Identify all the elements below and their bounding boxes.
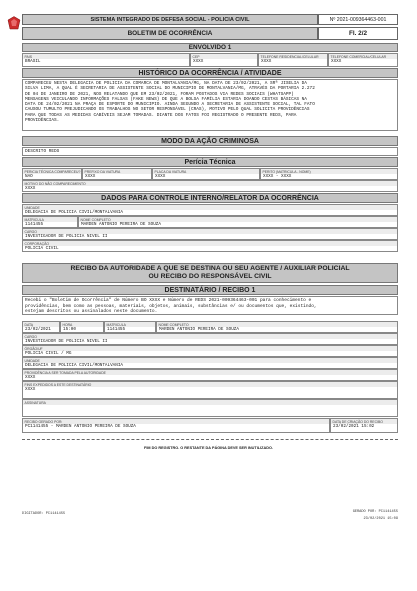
recibo-providencia-value: XXXX — [25, 375, 36, 380]
recibo-hora-label: HORA — [61, 322, 103, 327]
relator-cargo-field — [22, 228, 398, 240]
footer-gerado-por: GERADO POR: PC1141455 — [352, 510, 398, 514]
tel-comercial-value: XXXX — [331, 59, 342, 64]
recibo-assinatura-label: ASSINATURA — [23, 400, 397, 405]
recibo-nome-value: MARDEN ANTONIO PEREIRA DE SOUZA — [159, 327, 239, 332]
recibo-data-field — [22, 321, 60, 333]
recibo-orgao-label: ÓRGÃO/UF — [23, 346, 397, 351]
recibo-line: estejam descritos ou assinalados neste documento. — [25, 309, 158, 315]
page-indicator: Fl. 2/2 — [318, 27, 398, 40]
relator-cargo-value: INVESTIGADOR DE POLICIA NIVEL II — [25, 234, 108, 239]
recibo-providencia-label: PROVIDÊNCIA A SER TOMADA PELA AUTORIDADE — [23, 370, 397, 375]
pericia-bar: Perícia Técnica — [22, 157, 398, 167]
historico-line: CAUSOU TUMULTO PREJUDICANDO OS TRABALHOS NO SETOR RESPONSÁVEL (CRAS), MOTIVO PELO QUAL SOLICITA PROVIDÊNCIAS — [25, 107, 310, 113]
historico-text — [22, 79, 398, 131]
recibo-unidade-value: DELEGACIA DE POLICIA CIVIL/MONTALVANIA — [25, 363, 123, 368]
recibo-gerado-value: PC1141455 - MARDEN ANTONIO PEREIRA DE SOUZA — [25, 424, 136, 429]
tel-residencial-value: XXXX — [261, 59, 272, 64]
recibo-data-geracao-label: DATA DE CRIAÇÃO DO RECIBO — [331, 419, 397, 424]
prefixo-viatura-label: PREFIXO DA VIATURA — [83, 169, 151, 174]
document-number: Nº 2021-009364463-001 — [318, 14, 398, 25]
recibo-nome-field — [156, 321, 398, 333]
recibo-cargo-label: CARGO — [23, 334, 397, 339]
placa-viatura-field — [152, 168, 260, 180]
recibo-orgao-value: POLICIA CIVIL / MG — [25, 351, 72, 356]
recibo-data-geracao-value: 23/02/2021 15:02 — [333, 424, 375, 429]
placa-viatura-label: PLACA DA VIATURA — [153, 169, 259, 174]
header-row-title — [22, 27, 398, 40]
perito-label: PERITO (MATRICULA - NOME) — [261, 169, 397, 174]
pais-value: BRASIL — [25, 59, 41, 64]
recibo-providencia-field — [22, 369, 398, 381]
recibo-fins-field — [22, 381, 398, 399]
relator-nome-label: NOME COMPLETO — [79, 217, 397, 222]
recibo-text — [22, 296, 398, 315]
historico-bar: HISTÓRICO DA OCORRÊNCIA / ATIVIDADE — [22, 68, 398, 78]
recibo-matricula-value: 1141455 — [107, 327, 126, 332]
motivo-field — [22, 180, 398, 192]
historico-line: PARA QUE TODAS AS MEDIDAS CABÍVEIS SEJAM TOMADAS. DIANTE DOS FATOS FOI REGISTRADO O PRESENTE REDS, PARA — [25, 112, 297, 118]
cep-value: XXXX — [193, 59, 204, 64]
motivo-label: MOTIVO DO NÃO COMPARECIMENTO — [23, 181, 397, 186]
tel-residencial-label: TELEFONE RESIDENCIAL/CELULAR — [259, 54, 327, 59]
recibo-matricula-field — [104, 321, 156, 333]
relator-nome-value: MARDEN ANTONIO PEREIRA DE SOUZA — [81, 222, 161, 227]
police-crest-icon — [7, 16, 21, 30]
prefixo-viatura-field — [82, 168, 152, 180]
cep-field — [190, 53, 258, 67]
perito-value: XXXX - XXXX — [263, 174, 292, 179]
relator-matricula-label: MATRICULA — [23, 217, 77, 222]
recibo-fins-label: FINS EXPEDIDOS A ESTE DESTINATÁRIO — [23, 382, 397, 387]
system-title: SISTEMA INTEGRADO DE DEFESA SOCIAL - POLICIA CIVIL — [22, 14, 318, 25]
recibo-unidade-label: UNIDADE — [23, 358, 397, 363]
historico-line: MENSAGENS VEICULANDO INFORMAÇÕES FALSAS (FAKE NEWS) DE QUE A BOLSA FAMÍLIA ESTARIA DOANDO CESTAS BÁSICAS NA — [25, 96, 307, 102]
relator-matricula-field — [22, 216, 78, 228]
motivo-value: XXXX — [25, 186, 36, 191]
recibo-gerado-label: RECIBO GERADO POR: — [23, 419, 329, 424]
recibo-hora-value: 15:00 — [63, 327, 76, 332]
pericia-compareceu-field — [22, 168, 82, 180]
historico-line: PROVIDÊNCIAS. — [25, 118, 60, 124]
recibo-fins-value: XXXX — [25, 387, 36, 392]
recibo-gerado-field — [22, 418, 330, 433]
end-notice — [0, 436, 417, 454]
recibo-assinatura-field — [22, 399, 398, 417]
recibo-cargo-value: INVESTIGADOR DE POLICIA NIVEL II — [25, 339, 108, 344]
relator-bar: DADOS PARA CONTROLE INTERNO/RELATOR DA OCORRÊNCIA — [22, 193, 398, 203]
historico-line: SILVA LIMA, A QUAL É SECRETARIA DE ASSISTENTE SOCIAL DO MUNICIPIO DE MONTALVANIA/MG, ATRAVÉS DA PORTARIA 2.272 — [25, 86, 315, 92]
cep-label: CEP — [191, 54, 257, 59]
relator-corporacao-field — [22, 240, 398, 252]
recibo-orgao-field — [22, 345, 398, 357]
end-notice-text: FIM DO REGISTRO. O RESTANTE DA PÁGINA DEVE SER INUTILIZADO. — [141, 446, 276, 450]
recibo-hora-field — [60, 321, 104, 333]
relator-nome-field — [78, 216, 398, 228]
recibo-line: Recebi o "Boletim de Ocorrência" de Número BO XXXX e Número de REDS 2021-009364463-001 para conhecimento e — [25, 298, 312, 303]
pericia-compareceu-value: NAO — [25, 174, 33, 179]
recibo-line: providências, bem como as pessoas, materiais, objetos, animais, substâncias e/ ou documentos que, existindo, — [25, 303, 317, 309]
tel-comercial-label: TELEFONE COMERCIAL/CELULAR — [329, 54, 397, 59]
document-title: BOLETIM DE OCORRÊNCIA — [22, 27, 318, 40]
recibo-data-value: 23/02/2021 — [25, 327, 51, 332]
relator-corporacao-value: POLICIA CIVIL — [25, 246, 59, 251]
recibo-title-line1: RECIBO DA AUTORIDADE A QUE SE DESTINA OU SEU AGENTE / AUXILIAR POLICIAL — [70, 264, 350, 272]
recibo-cargo-field — [22, 333, 398, 345]
relator-unidade-field — [22, 204, 398, 216]
modo-acao-bar: MODO DA AÇÃO CRIMINOSA — [22, 136, 398, 146]
relator-unidade-value: DELEGACIA DE POLICIA CIVIL/MONTALVANIA — [25, 210, 123, 215]
header-row-system — [22, 14, 398, 25]
footer-digitador: DIGITADOR: PC1141455 — [22, 512, 66, 516]
recibo-matricula-label: MATRICULA — [105, 322, 155, 327]
pericia-compareceu-label: PERICIA TÉCNICA COMPARECEU? — [24, 169, 81, 174]
historico-line: DE 04 DE JANEIRO DE 2021, NOS RELATANDO QUE EM 23/02/2021, FORAM POSTADOS VIA REDES SOCIAIS (WHATSAPP) — [25, 91, 294, 97]
recibo-title-line2: OU RECIBO DO RESPONSÁVEL CIVIL — [148, 273, 272, 280]
relator-unidade-label: UNIDADE — [23, 205, 397, 210]
relator-matricula-value: 1141455 — [25, 222, 44, 227]
relator-corporacao-label: CORPORAÇÃO — [23, 241, 397, 246]
placa-viatura-value: XXXX — [155, 174, 166, 179]
recibo-bar — [22, 263, 398, 283]
modo-acao-text — [22, 147, 398, 156]
historico-line: DATA DE 24/02/2021 NA PRAÇA DE ESPORTE DO MUNICIPIO. AINDA SEGUNDO A SECRETARIA DE ASSISTENTE SOCIAL, TAL FATO — [25, 102, 315, 108]
modo-acao-value: DESCRITO REDS — [25, 149, 60, 154]
perito-field — [260, 168, 398, 180]
tel-residencial-field — [258, 53, 328, 67]
recibo-data-label: DATA — [23, 322, 59, 327]
envolvido-bar: ENVOLVIDO 1 — [22, 43, 398, 52]
relator-cargo-label: CARGO — [23, 229, 397, 234]
pais-label: PAIS — [23, 54, 189, 59]
destinatario-bar: DESTINATÁRIO / RECIBO 1 — [22, 285, 398, 295]
recibo-nome-label: NOME COMPLETO — [157, 322, 397, 327]
recibo-unidade-field — [22, 357, 398, 369]
prefixo-viatura-value: XXXX — [85, 174, 96, 179]
pais-field — [22, 53, 190, 67]
footer-gerado-em: 23/02/2021 15:09 — [363, 517, 398, 521]
historico-line: COMPARECEU NESTA DELEGACIA DE POLICIA DA COMARCA DE MONTALVANIA/MG, NA DATA DE 23/02/2021, A SRª JISELIA DA — [25, 81, 307, 86]
recibo-data-geracao-field — [330, 418, 398, 433]
tel-comercial-field — [328, 53, 398, 67]
